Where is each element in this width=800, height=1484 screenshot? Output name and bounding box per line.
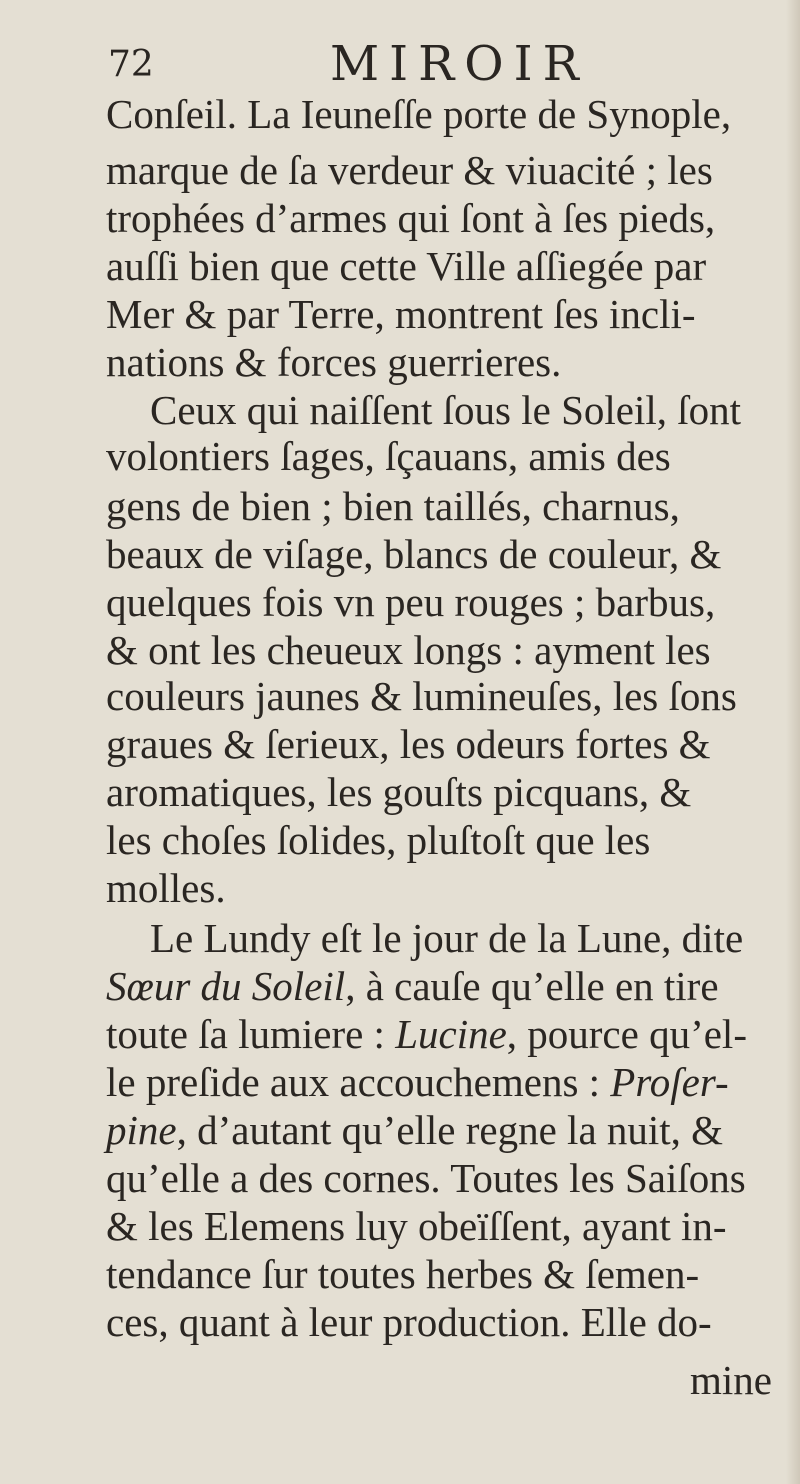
page-edge bbox=[786, 0, 800, 1484]
italic-name: Proſer- bbox=[610, 1059, 729, 1105]
text-line: molles. bbox=[106, 865, 226, 911]
text-line: Mer & par Terre, montrent ſes incli- bbox=[106, 291, 696, 337]
text-line: gens de bien ; bien taillés, charnus, bbox=[106, 483, 680, 529]
page-header bbox=[108, 36, 788, 96]
text-line: nations & forces guerrieres. bbox=[106, 339, 562, 385]
text-segment: , à cauſe qu’elle en tire bbox=[345, 963, 719, 1009]
catchword: mine bbox=[690, 1357, 772, 1403]
text-line: couleurs jaunes & lumineuſes, les ſons bbox=[106, 673, 737, 719]
text-line: graues & ſerieux, les odeurs fortes & bbox=[106, 721, 711, 767]
text-segment: , d’autant qu’elle regne la nuit, & bbox=[176, 1107, 724, 1153]
text-line: aromatiques, les gouſts picquans, & bbox=[106, 769, 692, 815]
paragraph-start-line: Le Lundy eſt le jour de la Lune, dite bbox=[150, 915, 744, 961]
text-line-21 bbox=[106, 1058, 729, 1106]
text-line: volontiers ſages, ſçauans, amis des bbox=[106, 433, 671, 479]
text-line: trophées d’armes qui ſont à ſes pieds, bbox=[106, 195, 716, 241]
text-line: marque de ſa verdeur & viuacité ; les bbox=[106, 147, 713, 193]
paragraph-start-line: Ceux qui naiſſent ſous le Soleil, ſont bbox=[150, 387, 742, 433]
italic-phrase: Sœur du Soleil bbox=[106, 963, 346, 1009]
text-line: & les Elemens luy obeïſſent, ayant in- bbox=[106, 1203, 727, 1249]
text-line: & ont les cheueux longs : ayment les bbox=[106, 627, 711, 673]
text-line: Conſeil. La Ieuneſſe porte de Synople, bbox=[106, 91, 732, 137]
text-line: auſſi bien que cette Ville aſſiegée par bbox=[106, 243, 707, 289]
text-line: beaux de viſage, blancs de couleur, & bbox=[106, 531, 722, 577]
italic-name: pine bbox=[106, 1107, 177, 1153]
text-line: qu’elle a des cornes. Toutes les Saiſons bbox=[106, 1155, 746, 1201]
text-line-22 bbox=[106, 1106, 723, 1154]
italic-name: Lucine bbox=[395, 1011, 507, 1057]
text-line-19 bbox=[106, 962, 719, 1010]
text-line: tendance ſur toutes herbes & ſemen- bbox=[106, 1251, 700, 1297]
text-line-20 bbox=[106, 1010, 747, 1058]
text-segment: le preſide aux accouchemens : bbox=[106, 1059, 611, 1105]
text-segment: toute ſa lumiere : bbox=[106, 1011, 396, 1057]
page-number: 72 bbox=[108, 44, 154, 85]
running-title: MIROIR bbox=[330, 36, 589, 92]
text-line: les choſes ſolides, pluſtoſt que les bbox=[106, 817, 651, 863]
text-line: ces, quant à leur production. Elle do- bbox=[106, 1299, 712, 1345]
text-line: quelques fois vn peu rouges ; barbus, bbox=[106, 579, 716, 625]
text-segment: , pource qu’el- bbox=[506, 1011, 747, 1057]
